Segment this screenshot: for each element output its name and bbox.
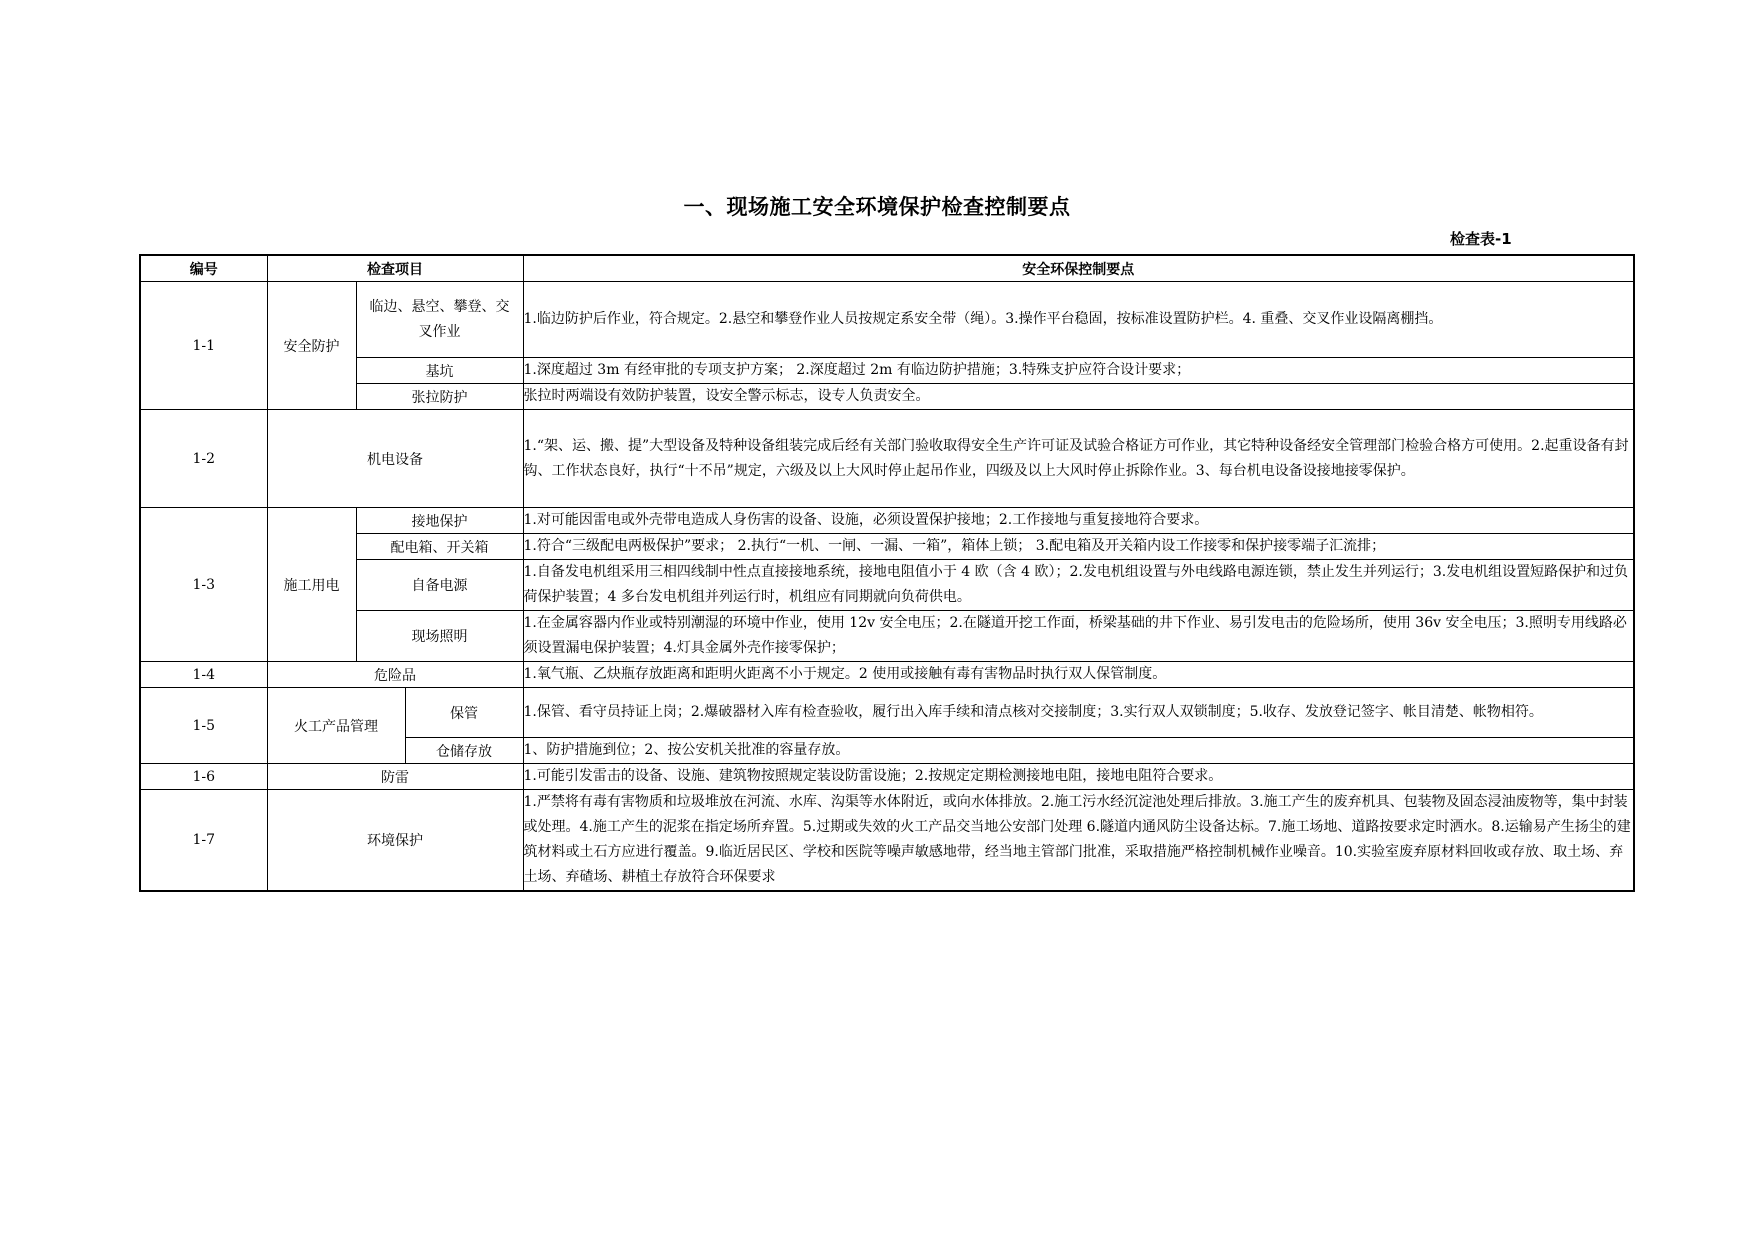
header-no: 编号	[140, 255, 267, 282]
category: 机电设备	[267, 410, 523, 508]
sub-item: 张拉防护	[356, 384, 523, 410]
table-row	[140, 508, 1634, 534]
header-points: 安全环保控制要点	[523, 255, 1634, 282]
control-points: 1.在金属容器内作业或特别潮湿的环境中作业，使用 12v 安全电压；2.在隧道开挖工作面，桥梁基础的井下作业、易引发电击的危险场所，使用 36v 安全电压；3.照明专用线路必须设置漏电保护装置；4.灯具金属外壳作接零保护；	[523, 611, 1634, 662]
control-points: 1.氧气瓶、乙炔瓶存放距离和距明火距离不小于规定。2 使用或接触有毒有害物品时执行双人保管制度。	[523, 662, 1634, 688]
sub-item: 基坑	[356, 358, 523, 384]
row-number: 1-5	[140, 688, 267, 764]
table-row	[140, 410, 1634, 508]
control-points: 1.自备发电机组采用三相四线制中性点直接接地系统，接地电阻值小于 4 欧（含 4 欧）；2.发电机组设置与外电线路电源连锁，禁止发生并列运行；3.发电机组设置短路保护和过负荷保护装置；4 多台发电机组并列运行时，机组应有同期就向负荷供电。	[523, 560, 1634, 611]
row-number: 1-7	[140, 790, 267, 892]
sub-item: 临边、悬空、攀登、交叉作业	[356, 282, 523, 358]
inspection-table	[139, 254, 1635, 892]
row-number: 1-4	[140, 662, 267, 688]
table-row	[140, 384, 1634, 410]
control-points: 张拉时两端设有效防护装置，设安全警示标志，设专人负责安全。	[523, 384, 1634, 410]
sub-item: 接地保护	[356, 508, 523, 534]
row-number: 1-6	[140, 764, 267, 790]
table-row	[140, 790, 1634, 892]
category: 安全防护	[267, 282, 356, 410]
page-title: 一、现场施工安全环境保护检查控制要点	[683, 195, 1071, 219]
control-points: 1.保管、看守员持证上岗；2.爆破器材入库有检查验收，履行出入库手续和清点核对交接制度；3.实行双人双锁制度；5.收存、发放登记签字、帐目清楚、帐物相符。	[523, 688, 1634, 738]
table-number: 检查表-1	[1450, 230, 1512, 248]
row-number: 1-2	[140, 410, 267, 508]
row-number: 1-3	[140, 508, 267, 662]
control-points: 1、防护措施到位；2、按公安机关批准的容量存放。	[523, 738, 1634, 764]
header-item: 检查项目	[267, 255, 523, 282]
control-points: 1.对可能因雷电或外壳带电造成人身伤害的设备、设施，必须设置保护接地；2.工作接地与重复接地符合要求。	[523, 508, 1634, 534]
table-row	[140, 534, 1634, 560]
control-points: 1.可能引发雷击的设备、设施、建筑物按照规定装设防雷设施；2.按规定定期检测接地电阻，接地电阻符合要求。	[523, 764, 1634, 790]
table-row	[140, 358, 1634, 384]
control-points: 1.深度超过 3m 有经审批的专项支护方案； 2.深度超过 2m 有临边防护措施；3.特殊支护应符合设计要求；	[523, 358, 1634, 384]
category: 环境保护	[267, 790, 523, 892]
control-points: 1.严禁将有毒有害物质和垃圾堆放在河流、水库、沟渠等水体附近，或向水体排放。2.施工污水经沉淀池处理后排放。3.施工产生的废弃机具、包装物及固态浸油废物等，集中封装或处理。4.施工产生的泥浆在指定场所弃置。5.过期或失效的火工产品交当地公安部门处理 6.隧道内通风防尘设备达标。7.施工场地、道路按要求定时洒水。8.运输易产生扬尘的建筑材料或土石方应进行覆盖。9.临近居民区、学校和医院等噪声敏感地带，经当地主管部门批准，采取措施严格控制机械作业噪音。10.实验室废弃原材料回收或存放、取土场、弃土场、弃碴场、耕植土存放符合环保要求	[523, 790, 1634, 892]
control-points: 1.“架、运、搬、提”大型设备及特种设备组装完成后经有关部门验收取得安全生产许可证及试验合格证方可作业，其它特种设备经安全管理部门检验合格方可使用。2.起重设备有封钩、工作状态良好，执行“十不吊”规定，六级及以上大风时停止起吊作业，四级及以上大风时停止拆除作业。3、每台机电设备设接地接零保护。	[523, 410, 1634, 508]
category: 施工用电	[267, 508, 356, 662]
table-row	[140, 688, 1634, 738]
table-row	[140, 764, 1634, 790]
table-row	[140, 662, 1634, 688]
category: 火工产品管理	[267, 688, 405, 764]
sub-item: 保管	[405, 688, 523, 738]
sub-item: 配电箱、开关箱	[356, 534, 523, 560]
control-points: 1.临边防护后作业，符合规定。2.悬空和攀登作业人员按规定系安全带（绳）。3.操作平台稳固，按标准设置防护栏。4. 重叠、交叉作业设隔离棚挡。	[523, 282, 1634, 358]
row-number: 1-1	[140, 282, 267, 410]
sub-item: 现场照明	[356, 611, 523, 662]
category: 防雷	[267, 764, 523, 790]
table-row	[140, 560, 1634, 611]
table-row	[140, 611, 1634, 662]
table-row	[140, 282, 1634, 358]
control-points: 1.符合“三级配电两极保护”要求； 2.执行“一机、一闸、一漏、一箱”，箱体上锁； 3.配电箱及开关箱内设工作接零和保护接零端子汇流排；	[523, 534, 1634, 560]
table-header-row	[140, 255, 1634, 282]
sub-item: 仓储存放	[405, 738, 523, 764]
category: 危险品	[267, 662, 523, 688]
sub-item: 自备电源	[356, 560, 523, 611]
